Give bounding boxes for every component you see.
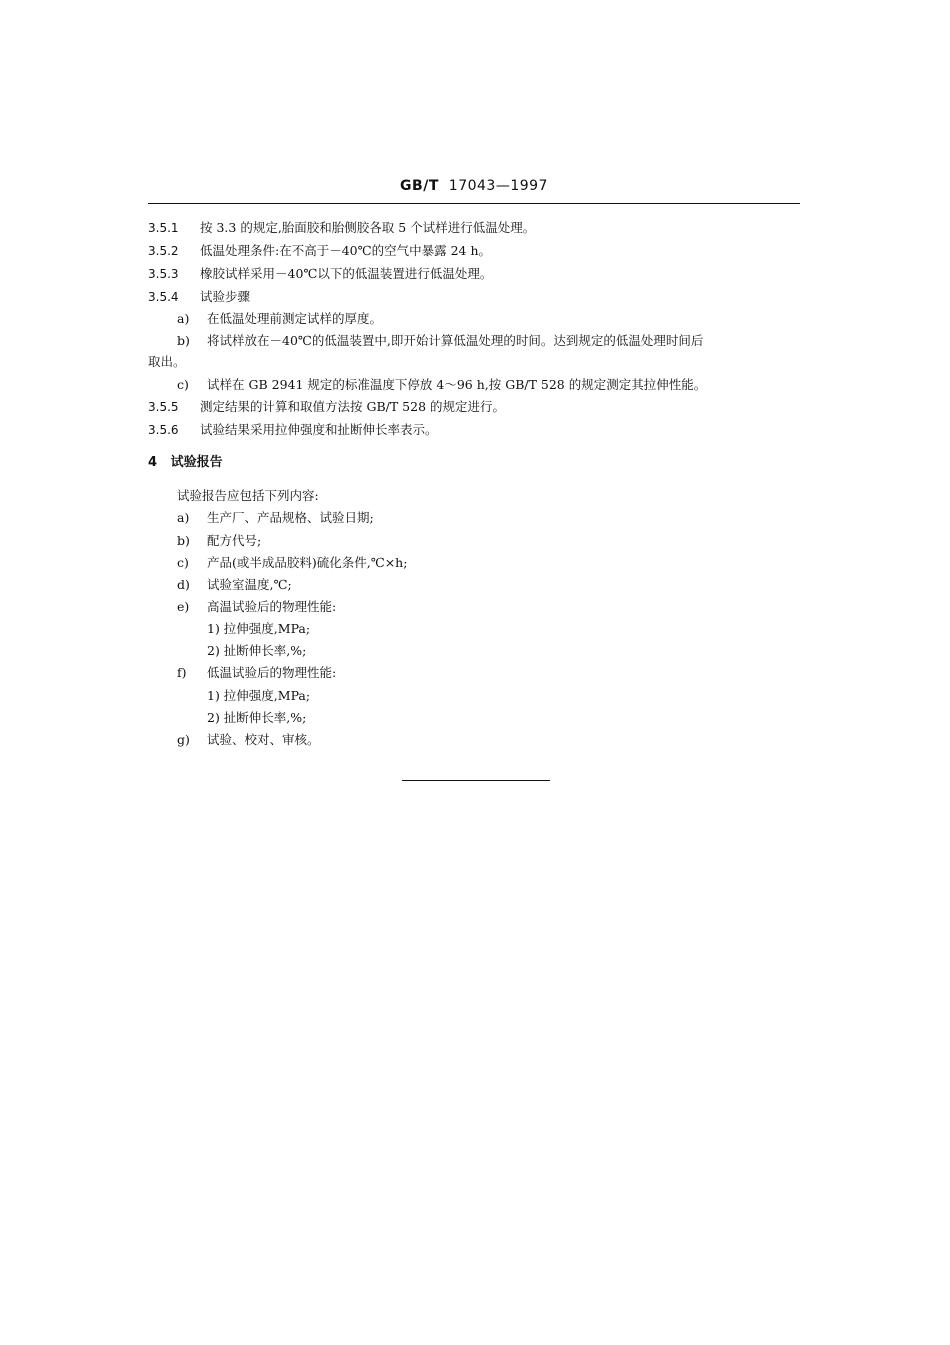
item-text: 试验室温度,℃; xyxy=(207,577,292,592)
item-label: b) xyxy=(177,533,190,548)
report-item-c xyxy=(177,555,407,571)
step-a xyxy=(177,311,382,327)
clause-3-5-4 xyxy=(148,289,250,305)
clause-number: 3.5.4 xyxy=(148,290,179,304)
step-text: 在低温处理前测定试样的厚度。 xyxy=(207,311,383,326)
end-rule xyxy=(402,780,550,781)
section-title: 试验报告 xyxy=(170,455,223,470)
step-c xyxy=(177,377,706,393)
clause-text: 试验步骤 xyxy=(200,289,251,304)
header-rule xyxy=(148,203,800,204)
report-item-e xyxy=(177,599,336,615)
clause-3-5-6 xyxy=(148,422,438,438)
step-text: 试样在 GB 2941 规定的标准温度下停放 4～96 h,按 GB/T 528 的规定测定其拉伸性能。 xyxy=(207,377,707,392)
item-label: f) xyxy=(177,665,187,680)
standard-number: 17043—1997 xyxy=(448,178,548,194)
clause-3-5-3 xyxy=(148,266,492,282)
report-item-d xyxy=(177,577,292,593)
step-label: a) xyxy=(177,311,190,326)
section-number: 4 xyxy=(148,455,158,470)
item-label: g) xyxy=(177,732,190,747)
clause-3-5-1 xyxy=(148,220,535,236)
step-text: 将试样放在－40℃的低温装置中,即开始计算低温处理的时间。达到规定的低温处理时间后 xyxy=(207,333,704,348)
report-item-b xyxy=(177,533,261,549)
intro-text: 试验报告应包括下列内容: xyxy=(177,488,319,503)
report-item-e-sub-2 xyxy=(207,643,306,659)
sub-item-text: 1) 拉伸强度,MPa; xyxy=(207,688,311,703)
step-label: c) xyxy=(177,377,189,392)
sub-item-text: 1) 拉伸强度,MPa; xyxy=(207,621,311,636)
clause-number: 3.5.2 xyxy=(148,244,179,258)
section-4-heading xyxy=(148,455,223,471)
clause-number: 3.5.6 xyxy=(148,423,179,437)
report-item-e-sub-1 xyxy=(207,621,310,637)
clause-text: 低温处理条件:在不高于－40℃的空气中暴露 24 h。 xyxy=(200,243,492,258)
clause-text: 测定结果的计算和取值方法按 GB/T 528 的规定进行。 xyxy=(200,399,505,414)
page-header xyxy=(148,178,800,194)
item-label: c) xyxy=(177,555,189,570)
section-4-intro xyxy=(177,488,319,504)
clause-text: 试验结果采用拉伸强度和扯断伸长率表示。 xyxy=(200,422,438,437)
clause-number: 3.5.1 xyxy=(148,221,179,235)
item-label: e) xyxy=(177,599,190,614)
item-label: d) xyxy=(177,577,190,592)
item-text: 产品(或半成品胶料)硫化条件,℃×h; xyxy=(207,555,408,570)
item-text: 低温试验后的物理性能: xyxy=(207,665,337,680)
step-text-continued: 取出。 xyxy=(148,354,186,369)
report-item-a xyxy=(177,510,374,526)
clause-number: 3.5.5 xyxy=(148,400,179,414)
standard-prefix: GB/T xyxy=(400,178,439,194)
clause-3-5-5 xyxy=(148,399,505,415)
clause-3-5-2 xyxy=(148,243,491,259)
report-item-f-sub-1 xyxy=(207,688,310,704)
item-text: 配方代号; xyxy=(207,533,262,548)
step-b-continuation xyxy=(148,354,186,370)
step-b xyxy=(177,333,703,349)
sub-item-text: 2) 扯断伸长率,%; xyxy=(207,710,307,725)
clause-text: 按 3.3 的规定,胎面胶和胎侧胶各取 5 个试样进行低温处理。 xyxy=(200,220,536,235)
report-item-f xyxy=(177,665,336,681)
item-text: 高温试验后的物理性能: xyxy=(207,599,337,614)
clause-text: 橡胶试样采用－40℃以下的低温装置进行低温处理。 xyxy=(200,266,493,281)
item-text: 生产厂、产品规格、试验日期; xyxy=(207,510,374,525)
report-item-g xyxy=(177,732,320,748)
clause-number: 3.5.3 xyxy=(148,267,179,281)
item-label: a) xyxy=(177,510,190,525)
report-item-f-sub-2 xyxy=(207,710,306,726)
sub-item-text: 2) 扯断伸长率,%; xyxy=(207,643,307,658)
step-label: b) xyxy=(177,333,190,348)
item-text: 试验、校对、审核。 xyxy=(207,732,320,747)
